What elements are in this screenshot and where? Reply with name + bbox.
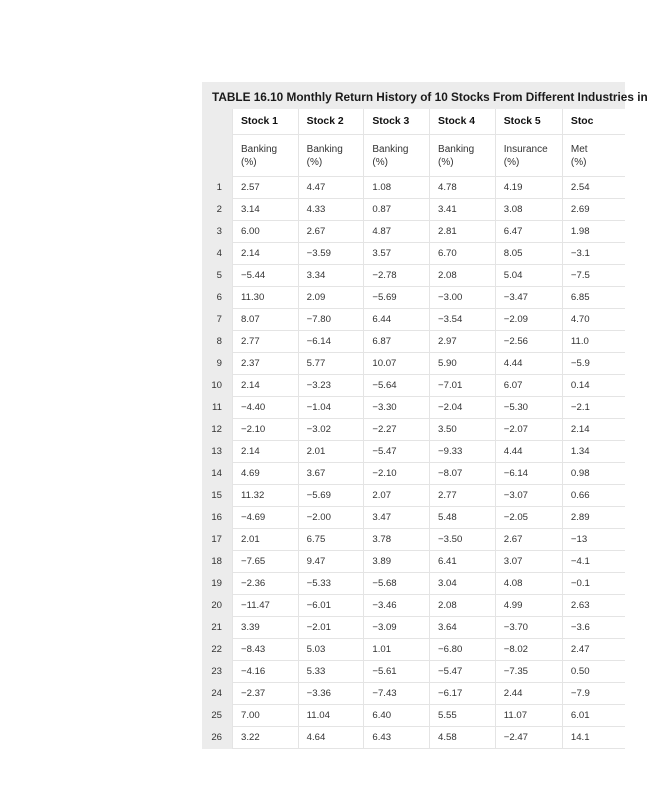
return-cell: −2.04 xyxy=(430,397,496,419)
row-number: 11 xyxy=(202,397,232,419)
return-cell: 4.44 xyxy=(495,353,562,375)
unit-label: (%) xyxy=(438,156,454,168)
table-row xyxy=(202,463,625,485)
return-cell: 8.05 xyxy=(495,243,562,265)
row-number: 21 xyxy=(202,617,232,639)
return-cell: −3.47 xyxy=(495,287,562,309)
return-cell: −3.59 xyxy=(298,243,364,265)
return-cell: −4.40 xyxy=(232,397,298,419)
return-cell: 2.14 xyxy=(232,441,298,463)
return-cell: 5.55 xyxy=(430,705,496,727)
return-cell: 3.89 xyxy=(364,551,430,573)
return-cell: −2.10 xyxy=(364,463,430,485)
return-cell: −7.80 xyxy=(298,309,364,331)
return-cell: 0.87 xyxy=(364,199,430,221)
return-cell: 2.08 xyxy=(430,265,496,287)
column-header-industry xyxy=(232,135,298,177)
table-row xyxy=(202,639,625,661)
return-cell: 3.67 xyxy=(298,463,364,485)
return-cell: 3.39 xyxy=(232,617,298,639)
return-cell: 11.0 xyxy=(562,331,625,353)
return-cell: −5.69 xyxy=(298,485,364,507)
return-cell: −2.47 xyxy=(495,727,562,749)
unit-label: (%) xyxy=(306,156,323,168)
return-cell: 2.07 xyxy=(364,485,430,507)
industry-label: Banking xyxy=(372,143,409,155)
return-cell: −3.07 xyxy=(495,485,562,507)
return-cell: 2.77 xyxy=(232,331,298,353)
return-cell: −11.47 xyxy=(232,595,298,617)
return-cell: 4.44 xyxy=(495,441,562,463)
return-cell: 8.07 xyxy=(232,309,298,331)
return-cell: 2.57 xyxy=(232,177,298,199)
return-cell: −5.47 xyxy=(430,661,496,683)
return-cell: 2.77 xyxy=(430,485,496,507)
return-cell: 2.09 xyxy=(298,287,364,309)
return-cell: −5.9 xyxy=(562,353,625,375)
table-row xyxy=(202,243,625,265)
return-cell: 2.08 xyxy=(430,595,496,617)
row-number: 1 xyxy=(202,177,232,199)
table-caption: TABLE 16.10 Monthly Return History of 10 Stocks From Different Industries in xyxy=(212,90,648,104)
table-row xyxy=(202,375,625,397)
row-number: 3 xyxy=(202,221,232,243)
return-cell: −2.09 xyxy=(495,309,562,331)
return-cell: −6.01 xyxy=(298,595,364,617)
return-cell: 6.07 xyxy=(495,375,562,397)
table-row xyxy=(202,705,625,727)
column-header-stock: Stock 1 xyxy=(232,109,298,135)
return-cell: 4.99 xyxy=(495,595,562,617)
table-row xyxy=(202,507,625,529)
return-cell: 2.01 xyxy=(232,529,298,551)
corner-cell xyxy=(202,109,232,135)
column-header-stock: Stock 5 xyxy=(495,109,562,135)
return-cell: 4.69 xyxy=(232,463,298,485)
row-number: 16 xyxy=(202,507,232,529)
return-cell: −6.14 xyxy=(495,463,562,485)
return-cell: −7.01 xyxy=(430,375,496,397)
return-cell: 6.40 xyxy=(364,705,430,727)
return-cell: 2.44 xyxy=(495,683,562,705)
return-cell: 11.07 xyxy=(495,705,562,727)
table-row xyxy=(202,573,625,595)
return-cell: −6.17 xyxy=(430,683,496,705)
return-cell: −4.69 xyxy=(232,507,298,529)
return-cell: 4.87 xyxy=(364,221,430,243)
row-number: 18 xyxy=(202,551,232,573)
return-cell: 10.07 xyxy=(364,353,430,375)
return-cell: 4.58 xyxy=(430,727,496,749)
return-cell: 3.34 xyxy=(298,265,364,287)
row-number: 23 xyxy=(202,661,232,683)
row-number: 24 xyxy=(202,683,232,705)
return-cell: 2.14 xyxy=(562,419,625,441)
return-cell: 2.63 xyxy=(562,595,625,617)
row-number: 8 xyxy=(202,331,232,353)
return-cell: 6.41 xyxy=(430,551,496,573)
return-cell: −2.36 xyxy=(232,573,298,595)
return-cell: 4.70 xyxy=(562,309,625,331)
return-cell: −2.56 xyxy=(495,331,562,353)
return-cell: 1.34 xyxy=(562,441,625,463)
return-cell: 6.87 xyxy=(364,331,430,353)
return-cell: 7.00 xyxy=(232,705,298,727)
return-cell: −5.68 xyxy=(364,573,430,595)
table-row xyxy=(202,199,625,221)
return-cell: 5.33 xyxy=(298,661,364,683)
return-cell: 11.30 xyxy=(232,287,298,309)
return-cell: 1.98 xyxy=(562,221,625,243)
return-cell: 6.01 xyxy=(562,705,625,727)
return-cell: −5.47 xyxy=(364,441,430,463)
return-cell: −7.43 xyxy=(364,683,430,705)
return-cell: 3.08 xyxy=(495,199,562,221)
return-cell: 3.57 xyxy=(364,243,430,265)
return-cell: −5.30 xyxy=(495,397,562,419)
return-cell: −7.9 xyxy=(562,683,625,705)
return-cell: −3.1 xyxy=(562,243,625,265)
return-cell: 4.33 xyxy=(298,199,364,221)
return-cell: 2.67 xyxy=(298,221,364,243)
return-cell: −8.02 xyxy=(495,639,562,661)
industry-label: Banking xyxy=(438,143,475,155)
return-cell: 3.14 xyxy=(232,199,298,221)
return-cell: 11.04 xyxy=(298,705,364,727)
return-cell: 2.37 xyxy=(232,353,298,375)
return-cell: −3.00 xyxy=(430,287,496,309)
return-cell: −2.07 xyxy=(495,419,562,441)
return-cell: −9.33 xyxy=(430,441,496,463)
return-cell: 5.90 xyxy=(430,353,496,375)
return-cell: 2.14 xyxy=(232,243,298,265)
return-cell: 5.77 xyxy=(298,353,364,375)
row-number: 17 xyxy=(202,529,232,551)
return-cell: 3.07 xyxy=(495,551,562,573)
return-cell: −3.6 xyxy=(562,617,625,639)
table-row xyxy=(202,617,625,639)
return-cell: −2.37 xyxy=(232,683,298,705)
return-cell: 3.50 xyxy=(430,419,496,441)
return-cell: −5.44 xyxy=(232,265,298,287)
row-number: 20 xyxy=(202,595,232,617)
return-cell: 6.44 xyxy=(364,309,430,331)
unit-label: (%) xyxy=(372,156,388,168)
return-cell: −3.30 xyxy=(364,397,430,419)
column-header-industry xyxy=(364,135,430,177)
return-cell: 0.66 xyxy=(562,485,625,507)
row-number: 25 xyxy=(202,705,232,727)
row-number: 6 xyxy=(202,287,232,309)
return-cell: −2.78 xyxy=(364,265,430,287)
return-cell: −1.04 xyxy=(298,397,364,419)
table-row xyxy=(202,265,625,287)
return-cell: 1.01 xyxy=(364,639,430,661)
return-cell: 3.47 xyxy=(364,507,430,529)
table-row xyxy=(202,419,625,441)
return-cell: −3.70 xyxy=(495,617,562,639)
return-cell: −2.1 xyxy=(562,397,625,419)
row-number: 26 xyxy=(202,727,232,749)
industry-label: Banking xyxy=(240,143,278,155)
return-cell: 2.01 xyxy=(298,441,364,463)
return-cell: −5.33 xyxy=(298,573,364,595)
return-cell: 6.43 xyxy=(364,727,430,749)
table-row xyxy=(202,397,625,419)
unit-label: (%) xyxy=(240,156,257,168)
return-cell: −4.16 xyxy=(232,661,298,683)
return-cell: −3.23 xyxy=(298,375,364,397)
industry-label: Met xyxy=(570,143,588,155)
row-number: 15 xyxy=(202,485,232,507)
stock-header-row xyxy=(202,109,625,135)
return-cell: 6.85 xyxy=(562,287,625,309)
return-cell: 0.98 xyxy=(562,463,625,485)
column-header-stock: Stock 4 xyxy=(430,109,496,135)
return-cell: 4.08 xyxy=(495,573,562,595)
return-cell: −0.1 xyxy=(562,573,625,595)
table-row xyxy=(202,287,625,309)
return-cell: −2.01 xyxy=(298,617,364,639)
return-cell: 2.67 xyxy=(495,529,562,551)
return-cell: 3.41 xyxy=(430,199,496,221)
table-row xyxy=(202,683,625,705)
returns-table xyxy=(202,109,625,749)
return-cell: 2.54 xyxy=(562,177,625,199)
return-cell: 2.97 xyxy=(430,331,496,353)
return-cell: −13 xyxy=(562,529,625,551)
table-row xyxy=(202,353,625,375)
return-cell: −5.69 xyxy=(364,287,430,309)
return-cell: −3.02 xyxy=(298,419,364,441)
column-header-industry xyxy=(562,135,625,177)
row-number: 22 xyxy=(202,639,232,661)
return-cell: −6.14 xyxy=(298,331,364,353)
return-cell: −3.09 xyxy=(364,617,430,639)
return-cell: −2.00 xyxy=(298,507,364,529)
row-number: 13 xyxy=(202,441,232,463)
return-cell: 14.1 xyxy=(562,727,625,749)
return-cell: −8.43 xyxy=(232,639,298,661)
industry-label: Banking xyxy=(306,143,343,155)
return-cell: 5.48 xyxy=(430,507,496,529)
table-row xyxy=(202,221,625,243)
column-header-industry xyxy=(495,135,562,177)
table-row xyxy=(202,441,625,463)
return-cell: −3.50 xyxy=(430,529,496,551)
return-cell: 4.19 xyxy=(495,177,562,199)
return-cell: −5.64 xyxy=(364,375,430,397)
row-number: 12 xyxy=(202,419,232,441)
return-cell: 6.00 xyxy=(232,221,298,243)
return-cell: 6.75 xyxy=(298,529,364,551)
return-cell: 11.32 xyxy=(232,485,298,507)
unit-label: (%) xyxy=(570,156,587,168)
row-number: 7 xyxy=(202,309,232,331)
unit-label: (%) xyxy=(503,156,520,168)
table-row xyxy=(202,309,625,331)
table-row xyxy=(202,727,625,749)
column-header-stock: Stock 2 xyxy=(298,109,364,135)
return-cell: 5.03 xyxy=(298,639,364,661)
return-cell: 2.14 xyxy=(232,375,298,397)
table-panel xyxy=(202,82,648,743)
return-cell: 0.14 xyxy=(562,375,625,397)
row-number: 4 xyxy=(202,243,232,265)
return-cell: −4.1 xyxy=(562,551,625,573)
return-cell: 2.89 xyxy=(562,507,625,529)
row-number: 9 xyxy=(202,353,232,375)
return-cell: 3.78 xyxy=(364,529,430,551)
return-cell: 2.81 xyxy=(430,221,496,243)
column-header-stock: Stoc xyxy=(562,109,625,135)
return-cell: 3.64 xyxy=(430,617,496,639)
industry-header-row xyxy=(202,135,625,177)
table-row xyxy=(202,595,625,617)
return-cell: −3.46 xyxy=(364,595,430,617)
row-number: 5 xyxy=(202,265,232,287)
row-number: 19 xyxy=(202,573,232,595)
return-cell: −5.61 xyxy=(364,661,430,683)
table-row xyxy=(202,529,625,551)
return-cell: 4.47 xyxy=(298,177,364,199)
return-cell: −2.10 xyxy=(232,419,298,441)
return-cell: 0.50 xyxy=(562,661,625,683)
return-cell: 6.70 xyxy=(430,243,496,265)
return-cell: 2.47 xyxy=(562,639,625,661)
corner-cell xyxy=(202,135,232,177)
table-row xyxy=(202,551,625,573)
return-cell: −6.80 xyxy=(430,639,496,661)
return-cell: 2.69 xyxy=(562,199,625,221)
return-cell: 5.04 xyxy=(495,265,562,287)
return-cell: 3.22 xyxy=(232,727,298,749)
return-cell: −7.5 xyxy=(562,265,625,287)
table-row xyxy=(202,177,625,199)
return-cell: −2.05 xyxy=(495,507,562,529)
return-cell: 3.04 xyxy=(430,573,496,595)
return-cell: 1.08 xyxy=(364,177,430,199)
return-cell: −7.65 xyxy=(232,551,298,573)
return-cell: −8.07 xyxy=(430,463,496,485)
return-cell: −3.36 xyxy=(298,683,364,705)
return-cell: −3.54 xyxy=(430,309,496,331)
industry-label: Insurance xyxy=(503,143,548,155)
table-row xyxy=(202,661,625,683)
row-number: 14 xyxy=(202,463,232,485)
return-cell: 9.47 xyxy=(298,551,364,573)
table-row xyxy=(202,485,625,507)
column-header-stock: Stock 3 xyxy=(364,109,430,135)
row-number: 2 xyxy=(202,199,232,221)
return-cell: −7.35 xyxy=(495,661,562,683)
table-body xyxy=(202,177,625,749)
return-cell: 4.78 xyxy=(430,177,496,199)
return-cell: 4.64 xyxy=(298,727,364,749)
row-number: 10 xyxy=(202,375,232,397)
table-row xyxy=(202,331,625,353)
return-cell: 6.47 xyxy=(495,221,562,243)
column-header-industry xyxy=(430,135,496,177)
column-header-industry xyxy=(298,135,364,177)
return-cell: −2.27 xyxy=(364,419,430,441)
